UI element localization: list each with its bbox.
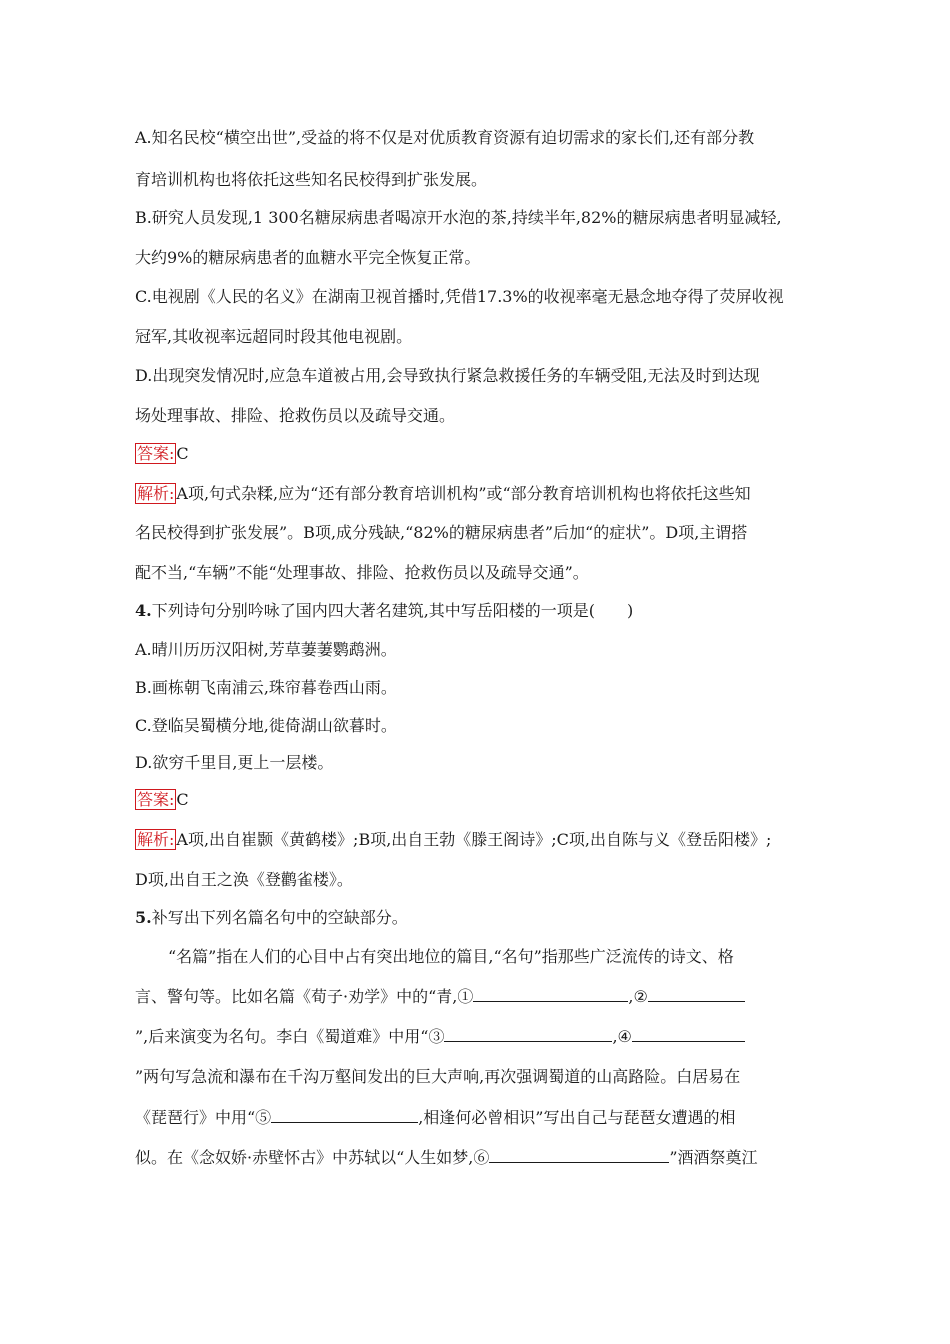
q3-option-d-line2: 场处理事故、排险、抢救伤员以及疏导交通。 [135, 406, 456, 425]
q5-line2-text-a: 言、警句等。比如名篇《荀子·劝学》中的“青,① [135, 987, 474, 1006]
answer-value: C [176, 444, 189, 463]
q5-line5-text-b: ,相逢何必曾相识”写出自己与琵琶女遭遇的相 [418, 1108, 736, 1127]
q5-line6-text-b: ”酒酒祭奠江 [669, 1148, 758, 1167]
fill-blank-1[interactable] [473, 986, 628, 1002]
answer-value: C [176, 790, 189, 809]
q3-option-b-line2: 大约9%的糖尿病患者的血糖水平完全恢复正常。 [135, 248, 481, 267]
q5-stem [135, 907, 825, 929]
q5-stem-text: 补写出下列名篇名句中的空缺部分。 [151, 908, 408, 927]
q4-option-b: B.画栋朝飞南浦云,珠帘暮卷西山雨。 [135, 678, 397, 697]
q4-option-d: D.欲穷千里目,更上一层楼。 [135, 753, 334, 772]
q3-answer [135, 443, 825, 465]
q5-para-line5 [135, 1107, 825, 1129]
q3-option-a-line2: 育培训机构也将依托这些知名民校得到扩张发展。 [135, 170, 488, 189]
q4-stem-text: 下列诗句分别吟咏了国内四大著名建筑,其中写岳阳楼的一项是( ) [151, 601, 634, 620]
q3-analysis-line1 [135, 483, 825, 505]
q5-line6-text-a: 似。在《念奴娇·赤壁怀古》中苏轼以“人生如梦,⑥ [135, 1148, 490, 1167]
analysis-text: A项,句式杂糅,应为“还有部分教育培训机构”或“部分教育培训机构也将依托这些知 [176, 484, 751, 503]
q4-answer [135, 789, 825, 811]
q5-para-line2 [135, 986, 825, 1008]
fill-blank-6[interactable] [489, 1147, 669, 1163]
q5-line5-text-a: 《琵琶行》中用“⑤ [135, 1108, 272, 1127]
q3-option-a-line1: A.知名民校“横空出世”,受益的将不仅是对优质教育资源有迫切需求的家长们,还有部分教 [135, 128, 755, 147]
q5-para-line6 [135, 1147, 825, 1169]
q4-option-c: C.登临吴蜀横分地,徙倚湖山欲暮时。 [135, 716, 397, 735]
q3-option-b-line1: B.研究人员发现,1 300名糖尿病患者喝凉开水泡的茶,持续半年,82%的糖尿病患者明显减轻, [135, 208, 782, 227]
q5-para-line4: ”两句写急流和瀑布在千沟万壑间发出的巨大声响,再次强调蜀道的山高路险。白居易在 [135, 1067, 741, 1086]
q5-number: 5. [135, 908, 152, 927]
q3-option-c-line1: C.电视剧《人民的名义》在湖南卫视首播时,凭借17.3%的收视率毫无悬念地夺得了荧屏收视 [135, 287, 784, 306]
q4-stem [135, 600, 825, 622]
analysis-label: 解析: [137, 830, 175, 849]
q5-line3-text-b: ,④ [612, 1027, 632, 1046]
q3-analysis-line2: 名民校得到扩张发展”。B项,成分残缺,“82%的糖尿病患者”后加“的症状”。D项,主谓搭 [135, 523, 748, 542]
q5-para-line1: “名篇”指在人们的心目中占有突出地位的篇目,“名句”指那些广泛流传的诗文、格 [168, 947, 734, 966]
fill-blank-5[interactable] [271, 1107, 418, 1123]
q4-analysis-line2: D项,出自王之涣《登鹳雀楼》。 [135, 870, 353, 889]
analysis-text: A项,出自崔颢《黄鹤楼》;B项,出自王勃《滕王阁诗》;C项,出自陈与义《登岳阳楼》; [176, 830, 772, 849]
q4-option-a: A.晴川历历汉阳树,芳草萋萋鹦鹉洲。 [135, 640, 397, 659]
answer-label: 答案: [137, 790, 175, 809]
q5-line3-text-a: ”,后来演变为名句。李白《蜀道难》中用“③ [135, 1027, 445, 1046]
fill-blank-4[interactable] [632, 1026, 745, 1042]
fill-blank-3[interactable] [444, 1026, 612, 1042]
q3-analysis-line3: 配不当,“车辆”不能“处理事故、排险、抢救伤员以及疏导交通”。 [135, 563, 589, 582]
q3-option-d-line1: D.出现突发情况时,应急车道被占用,会导致执行紧急救援任务的车辆受阻,无法及时到达现 [135, 366, 760, 385]
q5-para-line3 [135, 1026, 825, 1048]
q5-line2-text-b: ,② [628, 987, 648, 1006]
q3-option-c-line2: 冠军,其收视率远超同时段其他电视剧。 [135, 327, 413, 346]
analysis-label: 解析: [137, 484, 175, 503]
answer-label: 答案: [137, 444, 175, 463]
q4-analysis-line1 [135, 829, 825, 851]
fill-blank-2[interactable] [648, 986, 745, 1002]
q4-number: 4. [135, 601, 152, 620]
